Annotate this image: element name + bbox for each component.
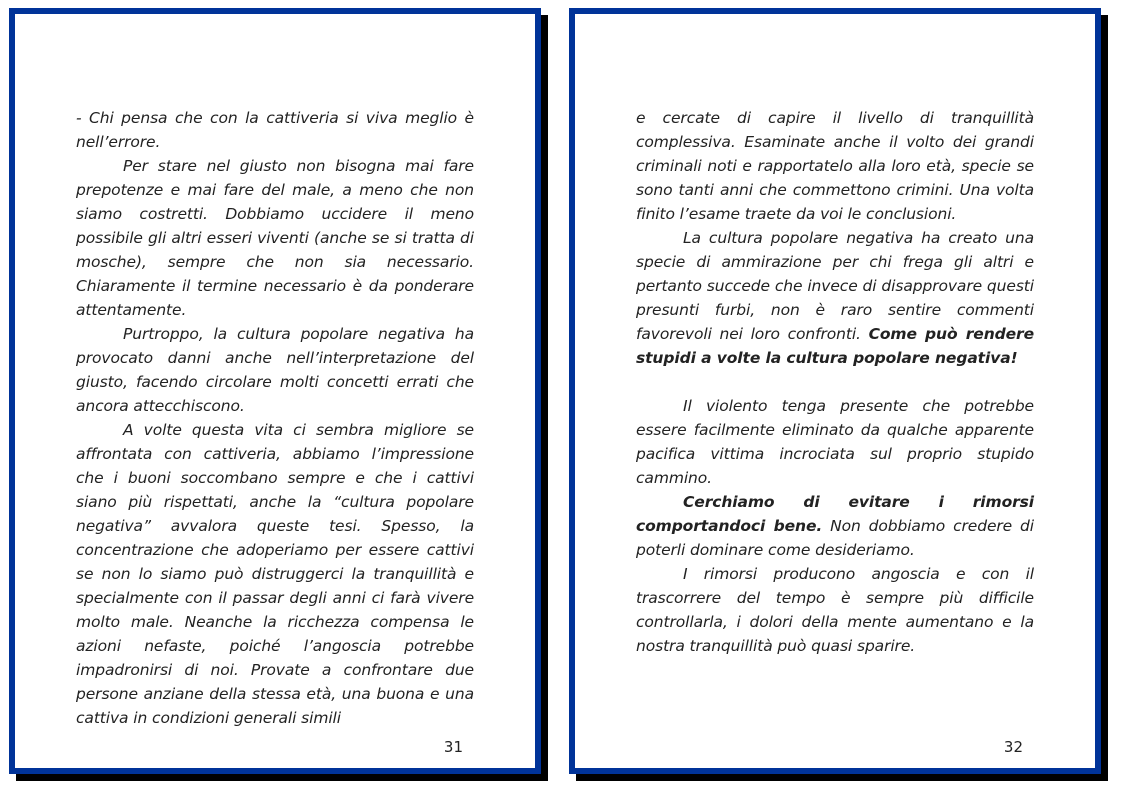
paragraph (636, 226, 1034, 370)
page-number: 32 (1003, 738, 1023, 756)
page-number: 31 (443, 738, 463, 756)
paragraph: Per stare nel giusto non bisogna mai fare prepotenze e mai fare del male, a meno che non siamo costretti. Dobbiamo uccidere il meno possibile gli altri esseri viventi (anche se si tratta di mosche), sempre che non sia necessario. Chiaramente il termine necessario è da ponderare attentamente. (76, 157, 474, 319)
paragraph: - Chi pensa che con la cattiveria si viva meglio è nell’errore. (76, 109, 474, 151)
paragraph-text: La cultura popolare negativa ha creato una specie di ammirazione per chi frega gli altri e pertanto succede che invece di disapprovare questi presunti furbi, non è raro sentire commenti favorevoli nei loro confronti. (636, 229, 1034, 343)
right-page-text (636, 106, 1034, 658)
paragraph: Il violento tenga presente che potrebbe essere facilmente eliminato da qualche apparente pacifica vittima incrociata sul proprio stupido cammino. (636, 397, 1034, 487)
left-page (9, 8, 541, 774)
paragraph: A volte questa vita ci sembra migliore se affrontata con cattiveria, abbiamo l’impressione che i buoni soccombano sempre e che i cattivi siano più rispettati, anche la “cultura popolare negativa” avvalora queste tesi. Spesso, la concentrazione che adoperiamo per essere cattivi se non lo siamo può distruggerci la tranquillità e specialmente con il passar degli anni ci farà vivere molto male. Neanche la ricchezza compensa le azioni nefaste, poiché l’angoscia potrebbe impadronirsi di noi. Provate a confrontare due persone anziane della stessa età, una buona e una cattiva in condizioni generali simili (76, 421, 474, 727)
paragraph-text: Non dobbiamo credere di poterli dominare come desideriamo. (636, 517, 1034, 559)
paragraph-gap (636, 370, 1034, 394)
paragraph: I rimorsi producono angoscia e con il trascorrere del tempo è sempre più difficile controllarla, i dolori della mente aumentano e la nostra tranquillità può quasi sparire. (636, 565, 1034, 655)
right-page (569, 8, 1101, 774)
bold-statement: Cerchiamo di evitare i rimorsi comportandoci bene. (636, 493, 1034, 535)
paragraph: Purtroppo, la cultura popolare negativa ha provocato danni anche nell’interpretazione del giusto, facendo circolare molti concetti errati che ancora attecchiscono. (76, 325, 474, 415)
bold-statement: Come può rendere stupidi a volte la cultura popolare negativa! (636, 325, 1034, 367)
left-page-text (76, 106, 474, 730)
paragraph (636, 490, 1034, 562)
paragraph: e cercate di capire il livello di tranquillità complessiva. Esaminate anche il volto dei grandi criminali noti e rapportatelo alla loro età, specie se sono tanti anni che commettono crimini. Una volta finito l’esame traete da voi le conclusioni. (636, 109, 1034, 223)
